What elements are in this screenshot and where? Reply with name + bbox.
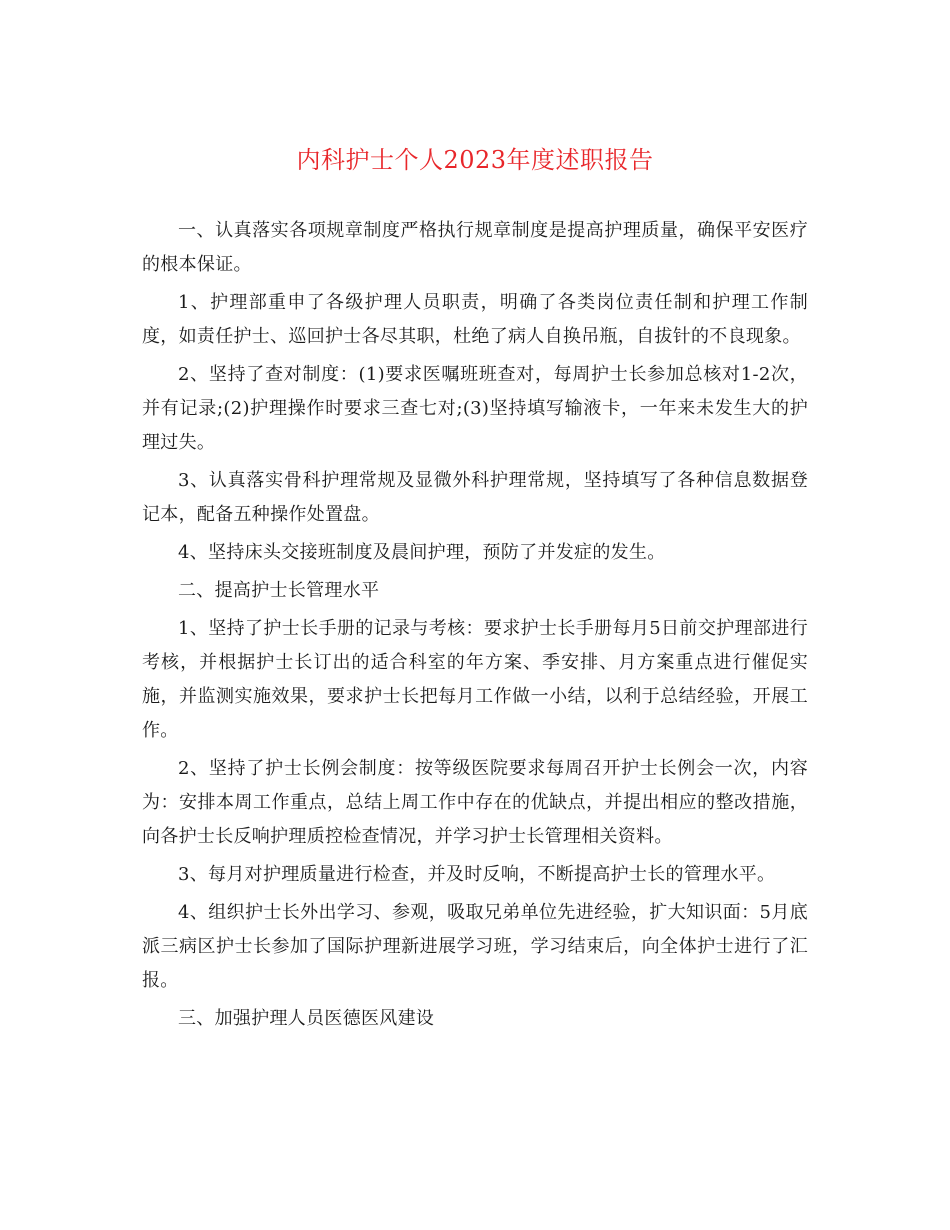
document-body: [142, 214, 808, 1040]
paragraph-item-2-4: 4、组织护士长外出学习、参观，吸取兄弟单位先进经验，扩大知识面：5月底派三病区护士长参加了国际护理新进展学习班，学习结束后，向全体护士进行了汇报。: [142, 902, 808, 991]
paragraph-item-1-1: 1、护理部重申了各级护理人员职责，明确了各类岗位责任制和护理工作制度，如责任护士、巡回护士各尽其职，杜绝了病人自换吊瓶，自拔针的不良现象。: [142, 292, 808, 347]
paragraph-section-2-heading: 二、提高护士长管理水平: [178, 580, 380, 601]
paragraph-item-2-2: 2、坚持了护士长例会制度：按等级医院要求每周召开护士长例会一次，内容为：安排本周工作重点，总结上周工作中存在的优缺点，并提出相应的整改措施，向各护士长反响护理质控检查情况，并学习护士长管理相关资料。: [142, 758, 808, 847]
paragraph-section-1-heading: 一、认真落实各项规章制度严格执行规章制度是提高护理质量，确保平安医疗的根本保证。: [142, 220, 808, 275]
paragraph-item-2-1: 1、坚持了护士长手册的记录与考核：要求护士长手册每月5日前交护理部进行考核，并根据护士长订出的适合科室的年方案、季安排、月方案重点进行催促实施，并监测实施效果，要求护士长把每月工作做一小结，以利于总结经验，开展工作。: [142, 618, 808, 741]
paragraph-item-1-2: 2、坚持了查对制度：(1)要求医嘱班班查对，每周护士长参加总核对1-2次，并有记录;(2)护理操作时要求三查七对;(3)坚持填写输液卡，一年来未发生大的护理过失。: [142, 364, 808, 453]
paragraph-item-1-3: 3、认真落实骨科护理常规及显微外科护理常规，坚持填写了各种信息数据登记本，配备五种操作处置盘。: [142, 470, 808, 525]
paragraph-item-2-3: 3、每月对护理质量进行检查，并及时反响，不断提高护士长的管理水平。: [178, 864, 776, 885]
paragraph-section-3-heading: 三、加强护理人员医德医风建设: [178, 1008, 435, 1029]
paragraph-item-1-4: 4、坚持床头交接班制度及晨间护理，预防了并发症的发生。: [178, 542, 666, 563]
document-title: 内科护士个人2023年度述职报告: [296, 146, 654, 174]
